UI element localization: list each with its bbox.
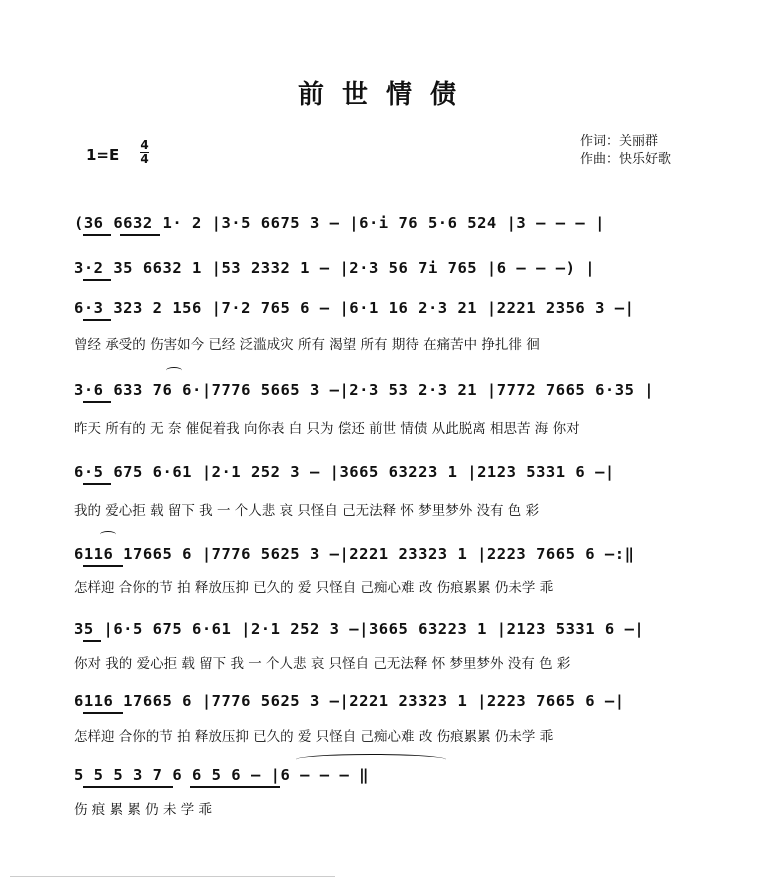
score-line-8: 6116 17665 6 |7776 5625 3 –|2221 23323 1 |2223 7665 6 –| xyxy=(74,692,625,710)
composer: 作曲：快乐好歌 xyxy=(580,152,672,167)
score-line-2: 3·2 35 6632 1 |53 2332 1 – |2·3 56 7i 765 |6 – – –) | xyxy=(74,259,596,277)
beam xyxy=(83,319,111,321)
beam xyxy=(120,234,160,236)
score-line-9: 5 5 5 3 7 6 6 5 6 – |6 – – – ‖ xyxy=(74,766,369,784)
score-line-1: (36 6632 1· 2 |3·5 6675 3 – |6·i 76 5·6 524 |3 – – – | xyxy=(74,214,605,232)
lyric-line-6: 怎样迎 合你的节 拍 释放压抑 已久的 爱 只怪自 己痴心难 改 伤痕累累 仍未学 乖 xyxy=(74,580,554,596)
beam xyxy=(83,712,123,714)
slur xyxy=(100,531,116,538)
lyric-line-9: 伤 痕 累 累 仍 未 学 乖 xyxy=(74,802,213,818)
beam xyxy=(83,234,111,236)
lyric-line-4: 昨天 所有的 无 奈 催促着我 向你表 白 只为 偿还 前世 情债 从此脱离 相思苦 海 你对 xyxy=(74,421,580,437)
credits xyxy=(580,133,671,169)
key-signature: 1=E xyxy=(86,146,120,164)
beam xyxy=(83,401,111,403)
lyricist: 作词：关丽群 xyxy=(580,134,659,149)
time-signature-top: 4 xyxy=(140,138,149,152)
score-line-4: 3·6 633 76 6·|7776 5665 3 –|2·3 53 2·3 21 |7772 7665 6·35 | xyxy=(74,381,655,399)
beam xyxy=(83,483,111,485)
song-title: 前世情债 xyxy=(297,80,474,110)
score-line-6: 6116 17665 6 |7776 5625 3 –|2221 23323 1 |2223 7665 6 –:‖ xyxy=(74,545,635,563)
score-line-7: 35 |6·5 675 6·61 |2·1 252 3 –|3665 63223 1 |2123 5331 6 –| xyxy=(74,620,645,638)
lyric-line-3: 曾经 承受的 伤害如今 已经 泛滥成灾 所有 渴望 所有 期待 在痛苦中 挣扎徘 徊 xyxy=(74,337,540,353)
beam xyxy=(83,565,123,567)
beam xyxy=(190,786,280,788)
slur xyxy=(296,754,446,765)
beam xyxy=(83,640,101,642)
time-signature-bottom: 4 xyxy=(140,152,149,166)
slur xyxy=(166,367,182,374)
lyric-line-5: 我的 爱心拒 载 留下 我 一 个人悲 哀 只怪自 己无法释 怀 梦里梦外 没有 色 彩 xyxy=(74,503,540,519)
score-line-5: 6·5 675 6·61 |2·1 252 3 – |3665 63223 1 |2123 5331 6 –| xyxy=(74,463,615,481)
beam xyxy=(83,786,173,788)
time-signature xyxy=(140,140,149,165)
beam xyxy=(83,279,111,281)
lyric-line-8: 怎样迎 合你的节 拍 释放压抑 已久的 爱 只怪自 己痴心难 改 伤痕累累 仍未学 乖 xyxy=(74,729,554,745)
score-line-3: 6·3 323 2 156 |7·2 765 6 – |6·1 16 2·3 21 |2221 2356 3 –| xyxy=(74,299,635,317)
page-divider xyxy=(10,876,335,877)
lyric-line-7: 你对 我的 爱心拒 载 留下 我 一 个人悲 哀 只怪自 己无法释 怀 梦里梦外 没有 色 彩 xyxy=(74,656,571,672)
